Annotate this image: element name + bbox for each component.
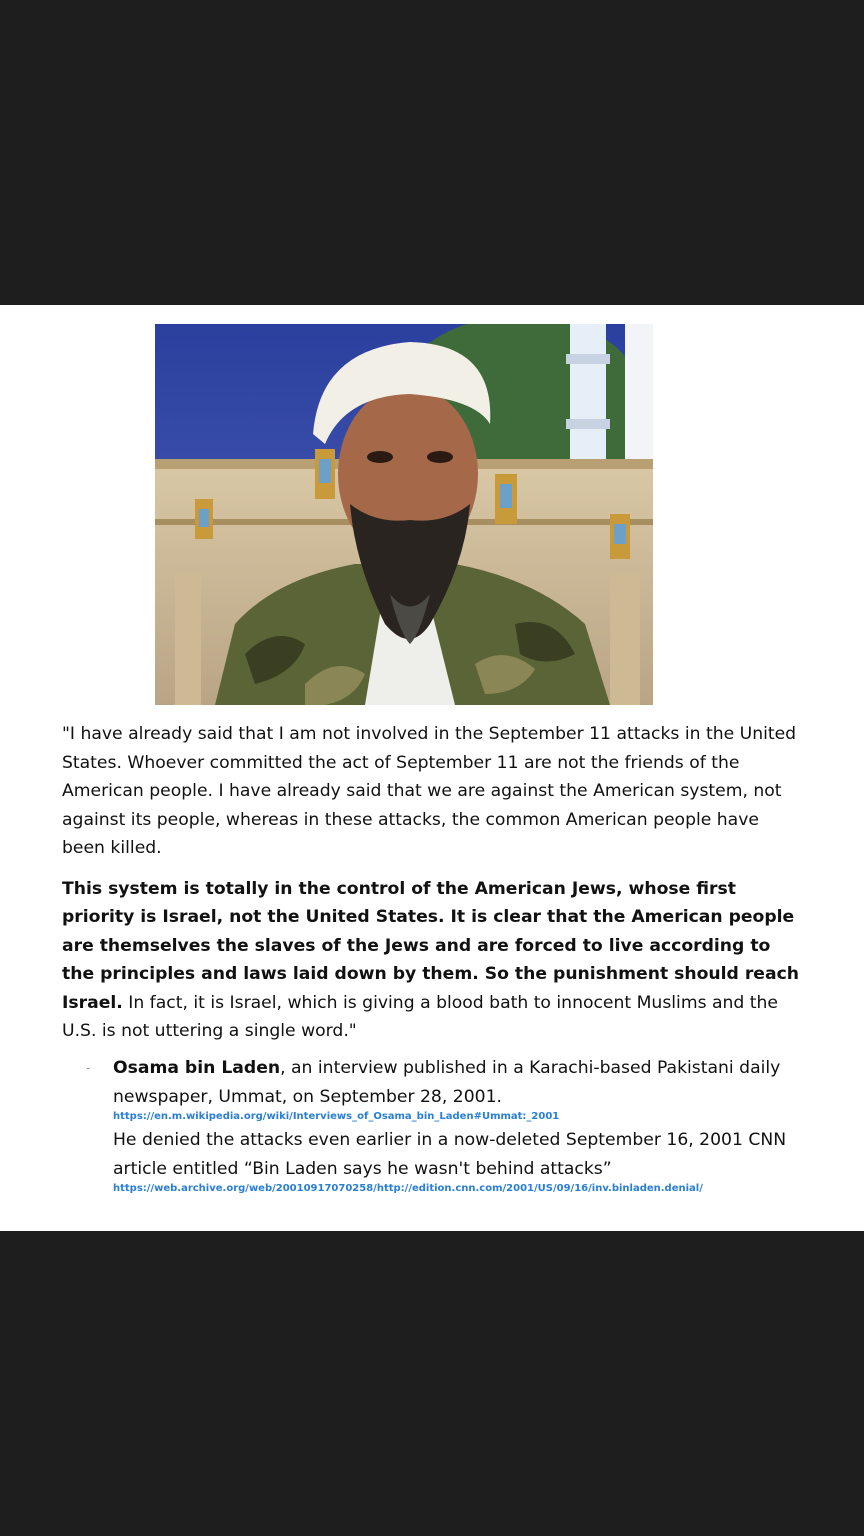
portrait-photo [155,324,653,705]
quote-paragraph-2 [62,875,802,1046]
wikipedia-link[interactable]: https://en.m.wikipedia.org/wiki/Interviews_of_Osama_bin_Laden#Ummat:_2001 [113,1111,560,1122]
denial-note: He denied the attacks even earlier in a now-deleted September 16, 2001 CNN article entitled “Bin Laden says he wasn't behind attacks” [113,1130,787,1179]
attribution [86,1054,813,1198]
attribution-source: , an interview published in a Karachi-based Pakistani daily newspaper, Ummat, on September 28, 2001. [113,1058,781,1107]
archive-link[interactable]: https://web.archive.org/web/20010917070258/http://edition.cnn.com/2001/US/09/16/inv.binladen.denial/ [113,1183,703,1194]
portrait-illustration [155,324,653,705]
author-name: Osama bin Laden [113,1058,281,1078]
bullet-icon: - [86,1061,91,1075]
document-panel [0,305,864,1231]
attribution-line [113,1054,813,1111]
quote-block [62,720,802,1046]
quote-paragraph-2-regular: In fact, it is Israel, which is giving a blood bath to innocent Muslims and the U.S. is not uttering a single word." [62,992,779,1041]
quote-paragraph-1: "I have already said that I am not involved in the September 11 attacks in the United States. Whoever committed the act of September 11 are not the friends of the American people. I have already said that we are against the American system, not against its people, whereas in these attacks, the common American people have been killed. [62,724,797,858]
quote-paragraph-2-bold: This system is totally in the control of the American Jews, whose first priority is Israel, not the United States. It is clear that the American people are themselves the slaves of the Jews and are forced to live according to the principles and laws laid down by them. So the punishment should reach Israel. [62,878,799,1013]
